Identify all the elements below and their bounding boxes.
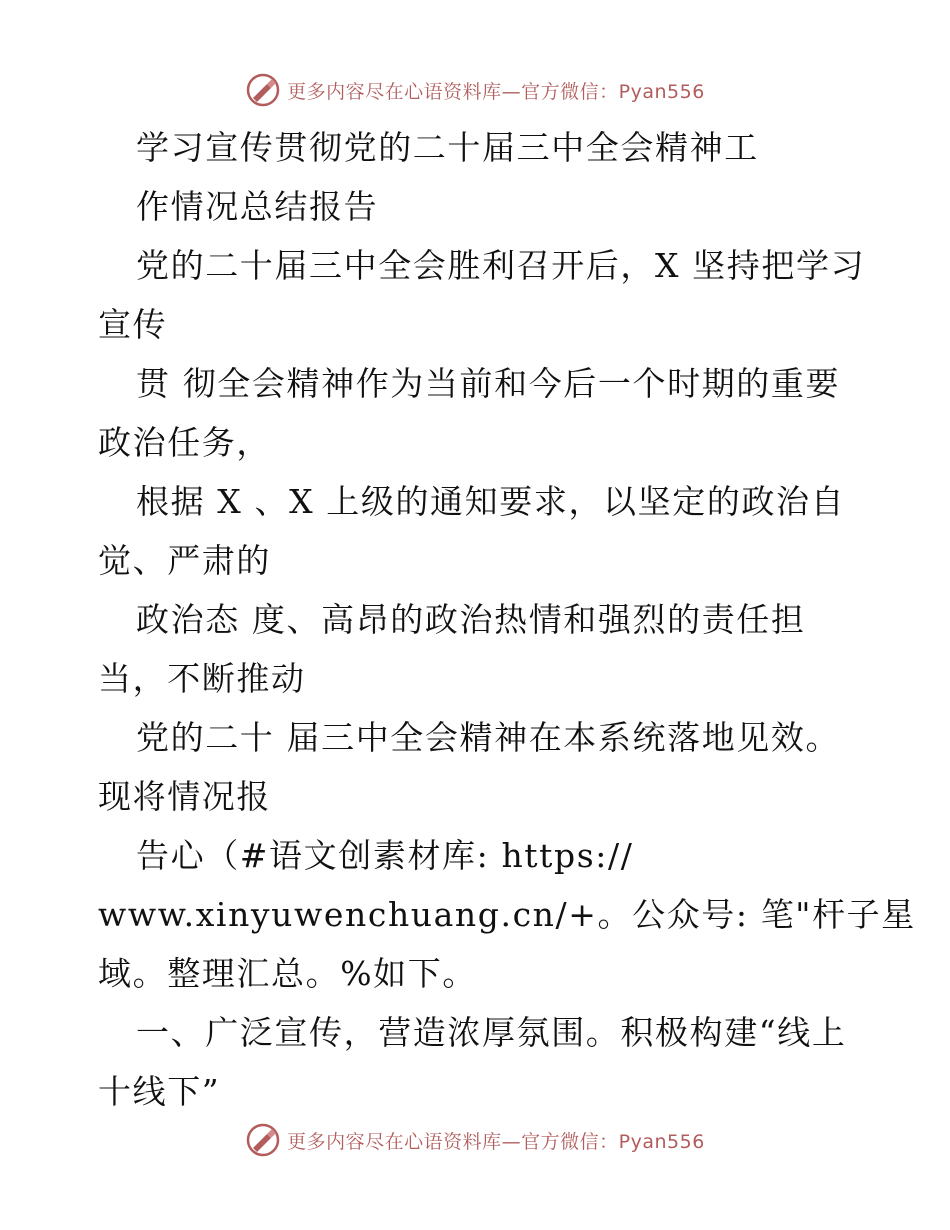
body-line: 宣传 [98,305,168,344]
header-watermark [0,70,950,110]
body-line: 党的二十届三中全会胜利召开后，X 坚持把学习 [136,246,866,285]
body-line: 当，不断推动 [98,659,306,698]
body-line: www.xinyuwenchuang.cn/+。公众号: 笔"杆子星 [98,895,916,934]
body-line: 觉、严肃的 [98,541,271,580]
body-line: 贯 彻全会精神作为当前和今后一个时期的重要 [136,364,841,403]
body-line: 告心（#语文创素材库: https:// [136,836,634,875]
body-line: 党的二十 届三中全会精神在本系统落地见效。 [136,718,841,757]
watermark-text: 更多内容尽在心语资料库—官方微信：Pyan556 [287,80,705,103]
body-line: 政治任务， [98,423,271,462]
title-line-2: 作情况总结报告 [136,187,379,226]
pen-logo-icon [245,1122,281,1158]
body-line: 现将情况报 [98,777,271,816]
section-heading-line: 一、广泛宣传，营造浓厚氛围。积极构建“线上 [136,1013,847,1052]
watermark-text: 更多内容尽在心语资料库—官方微信：Pyan556 [287,1130,705,1153]
document-body [98,118,916,1121]
body-line: 政治态 度、高昂的政治热情和强烈的责任担 [136,600,806,639]
title-line-1: 学习宣传贯彻党的二十届三中全会精神工 [136,128,759,167]
body-line: 域。整理汇总。%如下。 [98,954,477,993]
body-line: 根据 X 、X 上级的通知要求，以坚定的政治自 [136,482,846,521]
pen-logo-icon [245,72,281,108]
footer-watermark [0,1120,950,1160]
body-line: 十线下” [98,1072,221,1111]
